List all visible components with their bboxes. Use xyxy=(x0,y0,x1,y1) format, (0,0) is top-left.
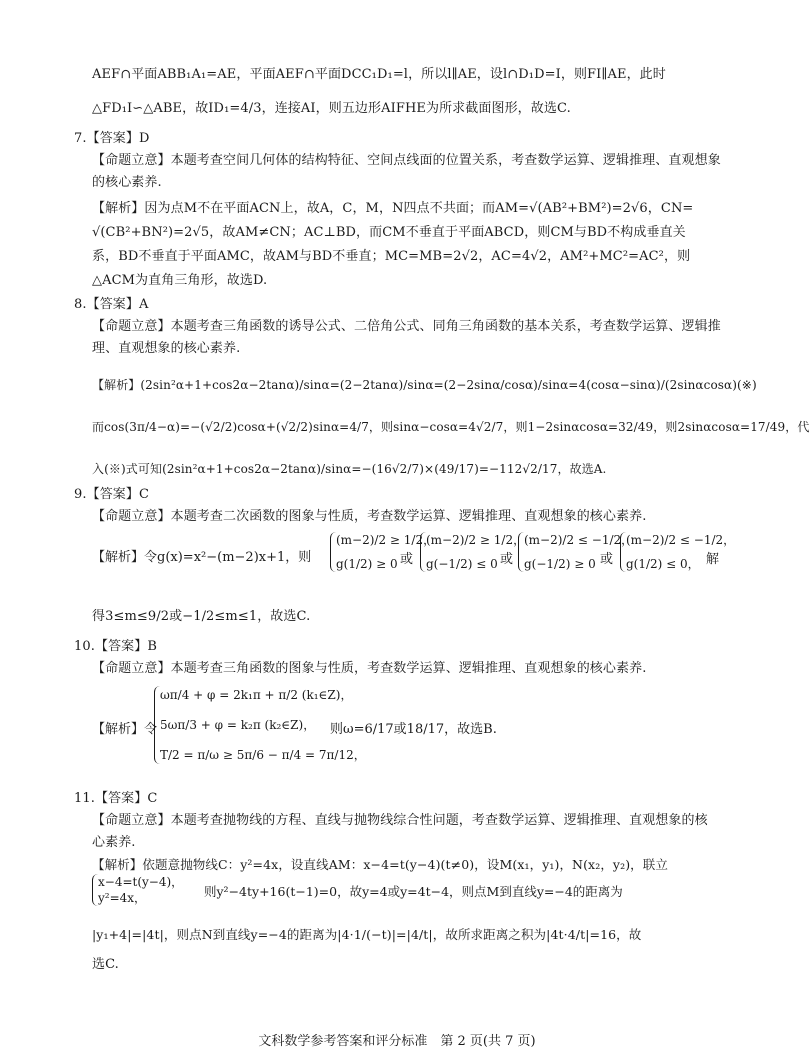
q6-continuation-line-2: △FD₁I∽△ABE，故ID₁=4/3，连接AI，则五边形AIFHE为所求截面图形，故选C. xyxy=(92,101,571,116)
q9-answer: 9.【答案】C xyxy=(74,487,150,502)
q11-solution-line-4: 选C. xyxy=(92,957,119,972)
q7-answer: 7.【答案】D xyxy=(74,131,150,146)
q7-solution-line-4: △ACM为直角三角形，故选D. xyxy=(92,273,268,288)
q8-answer: 8.【答案】A xyxy=(74,297,149,312)
q6-continuation-line-1: AEF∩平面ABB₁A₁=AE，平面AEF∩平面DCC₁D₁=l，所以l∥AE，设l∩D₁D=I，则FI∥AE，此时 xyxy=(92,67,666,82)
q7-solution-line-1: 【解析】因为点M不在平面ACN上，故A，C，M，N四点不共面；而AM=√(AB²+BM²)=2√6，CN= xyxy=(92,201,694,216)
q9-solution-prefix: 【解析】令g(x)=x²−(m−2)x+1，则 xyxy=(92,550,312,565)
q9-case-3 xyxy=(518,532,633,572)
q8-solution-line-3: 入(※)式可知(2sin²α+1+cos2α−2tanα)/sinα=−(16√2/7)×(49/17)=−112√2/17，故选A. xyxy=(92,462,607,476)
q11-solution-line-3: |y₁+4|=|4t|，则点N到直线y=−4的距离为|4·1/(−t)|=|4/t|，故所求距离之积为|4t·4/t|=16，故 xyxy=(92,927,642,942)
q7-solution-line-3: 系，BD不垂直于平面AMC，故AM与BD不垂直；MC=MB=2√2，AC=4√2，AM²+MC²=AC²，则 xyxy=(92,249,691,264)
q11-system-eq-2: y²=4x， xyxy=(98,891,147,905)
q9-or-1: 或 xyxy=(400,552,414,567)
q11-system xyxy=(92,874,183,906)
q10-intent: 【命题立意】本题考查三角函数的图象与性质，考查数学运算、逻辑推理、直观想象的核心素养. xyxy=(92,661,647,676)
q8-intent-line-2: 理、直观想象的核心素养. xyxy=(92,341,241,356)
q11-intent-line-1: 【命题立意】本题考查抛物线的方程、直线与抛物线综合性问题，考查数学运算、逻辑推理、直观想象的核 xyxy=(92,813,708,828)
q9-case-4-top: (m−2)/2 ≤ −1/2， xyxy=(626,533,736,547)
q11-system-eq-1: x−4=t(y−4)， xyxy=(98,875,184,889)
q9-or-3: 或 xyxy=(600,552,614,567)
q11-solution-line-2: 则y²−4ty+16(t−1)=0，故y=4或y=4t−4，则点M到直线y=−4的距离为 xyxy=(204,884,623,899)
page-footer: 文科数学参考答案和评分标准 第 2 页(共 7 页) xyxy=(258,1034,536,1049)
q7-solution-line-2: √(CB²+BN²)=2√5，故AM≠CN；AC⊥BD，而CM不垂直于平面ABCD，则CM与BD不构成垂直关 xyxy=(92,225,686,240)
q9-case-4-bottom: g(1/2) ≤ 0， xyxy=(626,557,700,571)
q7-intent-line-2: 的核心素养. xyxy=(92,175,162,190)
q9-case-3-top: (m−2)/2 ≤ −1/2， xyxy=(524,533,634,547)
q8-intent-line-1: 【命题立意】本题考查三角函数的诱导公式、二倍角公式、同角三角函数的基本关系，考查数学运算、逻辑推 xyxy=(92,319,721,334)
q10-conclusion: 则ω=6/17或18/17，故选B. xyxy=(330,722,497,737)
q9-intent: 【命题立意】本题考查二次函数的图象与性质，考查数学运算、逻辑推理、直观想象的核心素养. xyxy=(92,509,647,524)
q11-intent-line-2: 心素养. xyxy=(92,835,136,850)
q9-case-2-top: (m−2)/2 ≥ 1/2， xyxy=(426,533,526,547)
q9-case-1-top: (m−2)/2 ≥ 1/2， xyxy=(336,533,436,547)
q9-case-3-bottom: g(−1/2) ≥ 0 xyxy=(524,557,596,571)
q7-intent-line-1: 【命题立意】本题考查空间几何体的结构特征、空间点线面的位置关系，考查数学运算、逻辑推理、直观想象 xyxy=(92,153,721,168)
q9-solution-end: 得3≤m≤9/2或−1/2≤m≤1，故选C. xyxy=(92,609,311,624)
q11-answer: 11.【答案】C xyxy=(74,791,158,806)
q10-system-eq-2: 5ωπ/3 + φ = k₂π (k₂∈Z)， xyxy=(160,718,316,732)
q9-jie: 解 xyxy=(706,552,720,567)
q10-answer: 10.【答案】B xyxy=(74,639,158,654)
q10-system-eq-1: ωπ/4 + φ = 2k₁π + π/2 (k₁∈Z)， xyxy=(160,688,353,702)
q11-solution-line-1: 【解析】依题意抛物线C：y²=4x，设直线AM：x−4=t(y−4)(t≠0)，设M(x₁，y₁)，N(x₂，y₂)，联立 xyxy=(92,857,668,872)
q8-solution-line-1: 【解析】(2sin²α+1+cos2α−2tanα)/sinα=(2−2tanα)/sinα=(2−2sinα/cosα)/sinα=4(cosα−sinα)/(2sinαcosα)(※) xyxy=(92,378,757,392)
q9-case-2-bottom: g(−1/2) ≤ 0 xyxy=(426,557,498,571)
q8-solution-line-2: 而cos(3π/4−α)=−(√2/2)cosα+(√2/2)sinα=4/7，则sinα−cosα=4√2/7，则1−2sinαcosα=32/49，则2sinαcosα=17/49，代 xyxy=(92,420,809,434)
q10-solution-prefix: 【解析】令 xyxy=(92,722,158,737)
q9-case-1-bottom: g(1/2) ≥ 0 xyxy=(336,557,398,571)
q9-or-2: 或 xyxy=(500,552,514,567)
q10-system-eq-3: T/2 = π/ω ≥ 5π/6 − π/4 = 7π/12， xyxy=(160,748,366,762)
